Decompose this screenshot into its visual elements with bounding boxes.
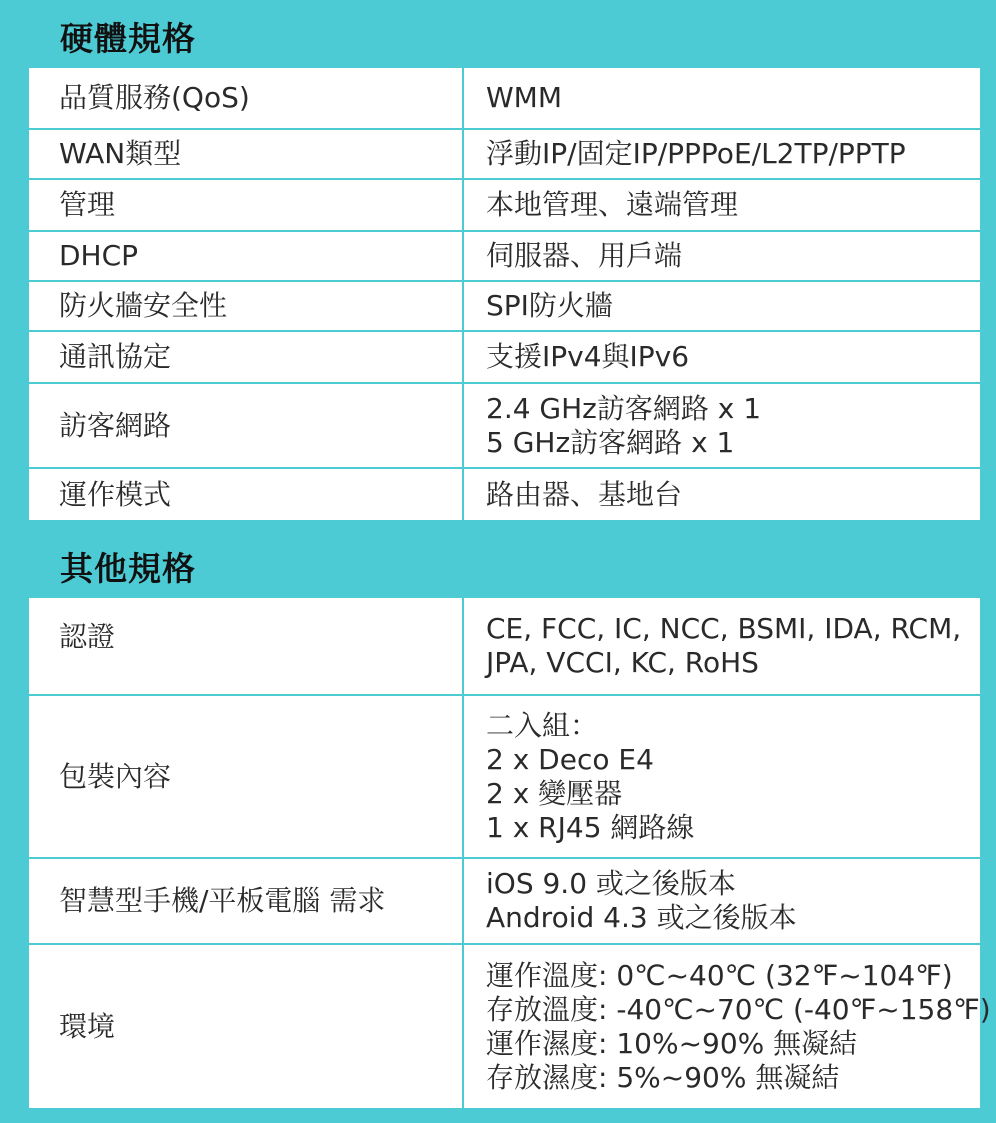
spec-value xyxy=(463,68,980,129)
spec-value xyxy=(463,598,980,695)
spec-row-protocol xyxy=(29,331,980,383)
spec-value-line: 支援IPv4與IPv6 xyxy=(486,340,690,373)
spec-value-line: CE, FCC, IC, NCC, BSMI, IDA, RCM, xyxy=(486,612,962,645)
spec-row-operation-mode xyxy=(29,468,980,520)
spec-label: 通訊協定 xyxy=(29,331,463,383)
spec-value-line: 浮動IP/固定IP/PPPoE/L2TP/PPTP xyxy=(486,137,906,170)
spec-row-certification xyxy=(29,598,980,695)
spec-row-environment xyxy=(29,944,980,1108)
spec-value xyxy=(463,695,980,858)
spec-label: 智慧型手機/平板電腦 需求 xyxy=(29,858,463,944)
spec-label: 品質服務(QoS) xyxy=(29,68,463,129)
spec-value-line: 運作溫度: 0℃~40℃ (32℉~104℉) xyxy=(486,958,953,992)
spec-value-line: 2 x Deco E4 xyxy=(486,742,654,776)
spec-row-package-contents xyxy=(29,695,980,858)
spec-value xyxy=(463,858,980,944)
other-specs-table xyxy=(29,598,991,1108)
spec-value-line: iOS 9.0 或之後版本 xyxy=(486,867,736,900)
spec-label: 防火牆安全性 xyxy=(29,281,463,331)
hardware-specs-title: 硬體規格 xyxy=(60,19,196,58)
spec-value-line: 5 GHz訪客網路 x 1 xyxy=(486,425,735,459)
spec-value-line: 2.4 GHz訪客網路 x 1 xyxy=(486,391,762,425)
spec-value-line: 2 x 變壓器 xyxy=(486,776,623,810)
spec-value xyxy=(463,383,980,468)
spec-value-line: 1 x RJ45 網路線 xyxy=(486,810,695,844)
spec-value xyxy=(463,468,980,520)
spec-value-line: 存放溫度: -40℃~70℃ (-40℉~158℉) xyxy=(486,992,991,1026)
spec-row-wan-type xyxy=(29,129,980,179)
spec-label: 訪客網路 xyxy=(29,383,463,468)
spec-row-qos xyxy=(29,68,980,129)
spec-label: 環境 xyxy=(29,944,463,1108)
hardware-specs-table xyxy=(29,68,980,520)
spec-value-line: 存放濕度: 5%~90% 無凝結 xyxy=(486,1060,840,1094)
spec-value-line: SPI防火牆 xyxy=(486,289,613,322)
spec-value-line: WMM xyxy=(486,81,563,114)
spec-label: DHCP xyxy=(29,231,463,281)
spec-row-management xyxy=(29,179,980,231)
spec-row-firewall xyxy=(29,281,980,331)
spec-value-line: JPA, VCCI, KC, RoHS xyxy=(486,646,759,679)
spec-label: 運作模式 xyxy=(29,468,463,520)
spec-value xyxy=(463,331,980,383)
spec-label: WAN類型 xyxy=(29,129,463,179)
spec-value xyxy=(463,179,980,231)
spec-value xyxy=(463,944,991,1108)
spec-value-line: 伺服器、用戶端 xyxy=(486,239,683,272)
spec-row-device-requirements xyxy=(29,858,980,944)
spec-label: 管理 xyxy=(29,179,463,231)
spec-value-line: 路由器、基地台 xyxy=(486,477,683,511)
spec-value xyxy=(463,129,980,179)
spec-label: 包裝內容 xyxy=(29,695,463,858)
spec-value-line: 二入組： xyxy=(486,708,599,742)
spec-value-line: 運作濕度: 10%~90% 無凝結 xyxy=(486,1026,858,1060)
spec-value-line: Android 4.3 或之後版本 xyxy=(486,901,797,934)
spec-row-dhcp xyxy=(29,231,980,281)
other-specs-title: 其他規格 xyxy=(60,549,196,588)
spec-value xyxy=(463,281,980,331)
spec-value xyxy=(463,231,980,281)
spec-value-line: 本地管理、遠端管理 xyxy=(486,188,739,221)
spec-row-guest-network xyxy=(29,383,980,468)
spec-label: 認證 xyxy=(29,598,463,695)
